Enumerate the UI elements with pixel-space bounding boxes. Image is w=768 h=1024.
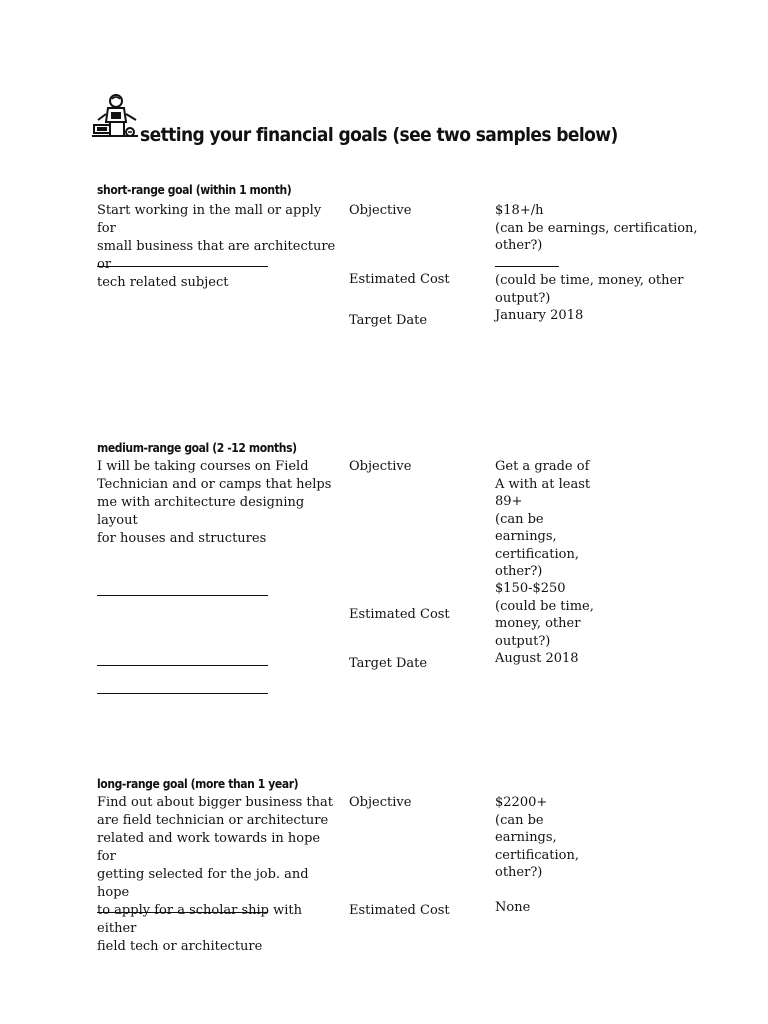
long-estimated-cost-value: None xyxy=(495,900,531,915)
objective-label: Objective xyxy=(349,795,412,810)
answer-blank-line xyxy=(97,665,268,666)
medium-range-description xyxy=(97,458,339,548)
objective-label: Objective xyxy=(349,459,412,474)
description-line: for houses and structures xyxy=(97,531,267,546)
answer-blank-line xyxy=(97,912,268,913)
objective-label: Objective xyxy=(349,203,412,218)
estimated-cost-label: Estimated Cost xyxy=(349,903,450,918)
page-title: setting your financial goals (see two samples below) xyxy=(140,124,618,146)
medium-objective-value: Get a grade of A with at least 89+ (can be earnings, certification, other?) xyxy=(495,459,591,579)
description-line: Start working in the mall or apply for xyxy=(97,203,322,236)
description-line: are field technician or architecture xyxy=(97,813,329,828)
description-line: related and work towards in hope for xyxy=(97,831,321,864)
long-range-description xyxy=(97,794,339,956)
long-objective-value: $2200+ (can be earnings, certification, other?) xyxy=(495,795,579,880)
person-at-desk-icon xyxy=(92,92,140,144)
short-range-description xyxy=(97,202,339,292)
description-line: Technician and or camps that helps xyxy=(97,477,332,492)
description-line: small business that are architecture or xyxy=(97,239,336,272)
estimated-cost-label: Estimated Cost xyxy=(349,607,450,622)
description-line: I will be taking courses on Field xyxy=(97,459,309,474)
description-line: getting selected for the job. and hope xyxy=(97,867,309,900)
description-line: to apply for a scholar ship with either xyxy=(97,903,303,936)
answer-blank-line xyxy=(97,693,268,694)
description-line: me with architecture designing layout xyxy=(97,495,305,528)
short-estimated-cost-value: (could be time, money, other output?) xyxy=(495,273,684,306)
target-date-label: Target Date xyxy=(349,313,428,328)
estimated-cost-label: Estimated Cost xyxy=(349,272,450,287)
short-range-heading: short-range goal (within 1 month) xyxy=(97,183,292,197)
medium-range-heading: medium-range goal (2 -12 months) xyxy=(97,441,297,455)
answer-blank-line xyxy=(97,595,268,596)
medium-estimated-cost-value: $150-$250 (could be time, money, other output?) xyxy=(495,581,594,649)
target-date-label: Target Date xyxy=(349,656,428,671)
description-line: tech related subject xyxy=(97,275,229,290)
description-line: field tech or architecture xyxy=(97,939,263,954)
answer-blank-line xyxy=(495,266,559,267)
long-range-heading: long-range goal (more than 1 year) xyxy=(97,777,299,791)
short-target-date-value: January 2018 xyxy=(495,308,584,323)
description-line: Find out about bigger business that xyxy=(97,795,333,810)
short-objective-value: $18+/h (can be earnings, certification, other?) xyxy=(495,203,698,253)
answer-blank-line xyxy=(97,266,268,267)
medium-target-date-value: August 2018 xyxy=(495,651,579,666)
